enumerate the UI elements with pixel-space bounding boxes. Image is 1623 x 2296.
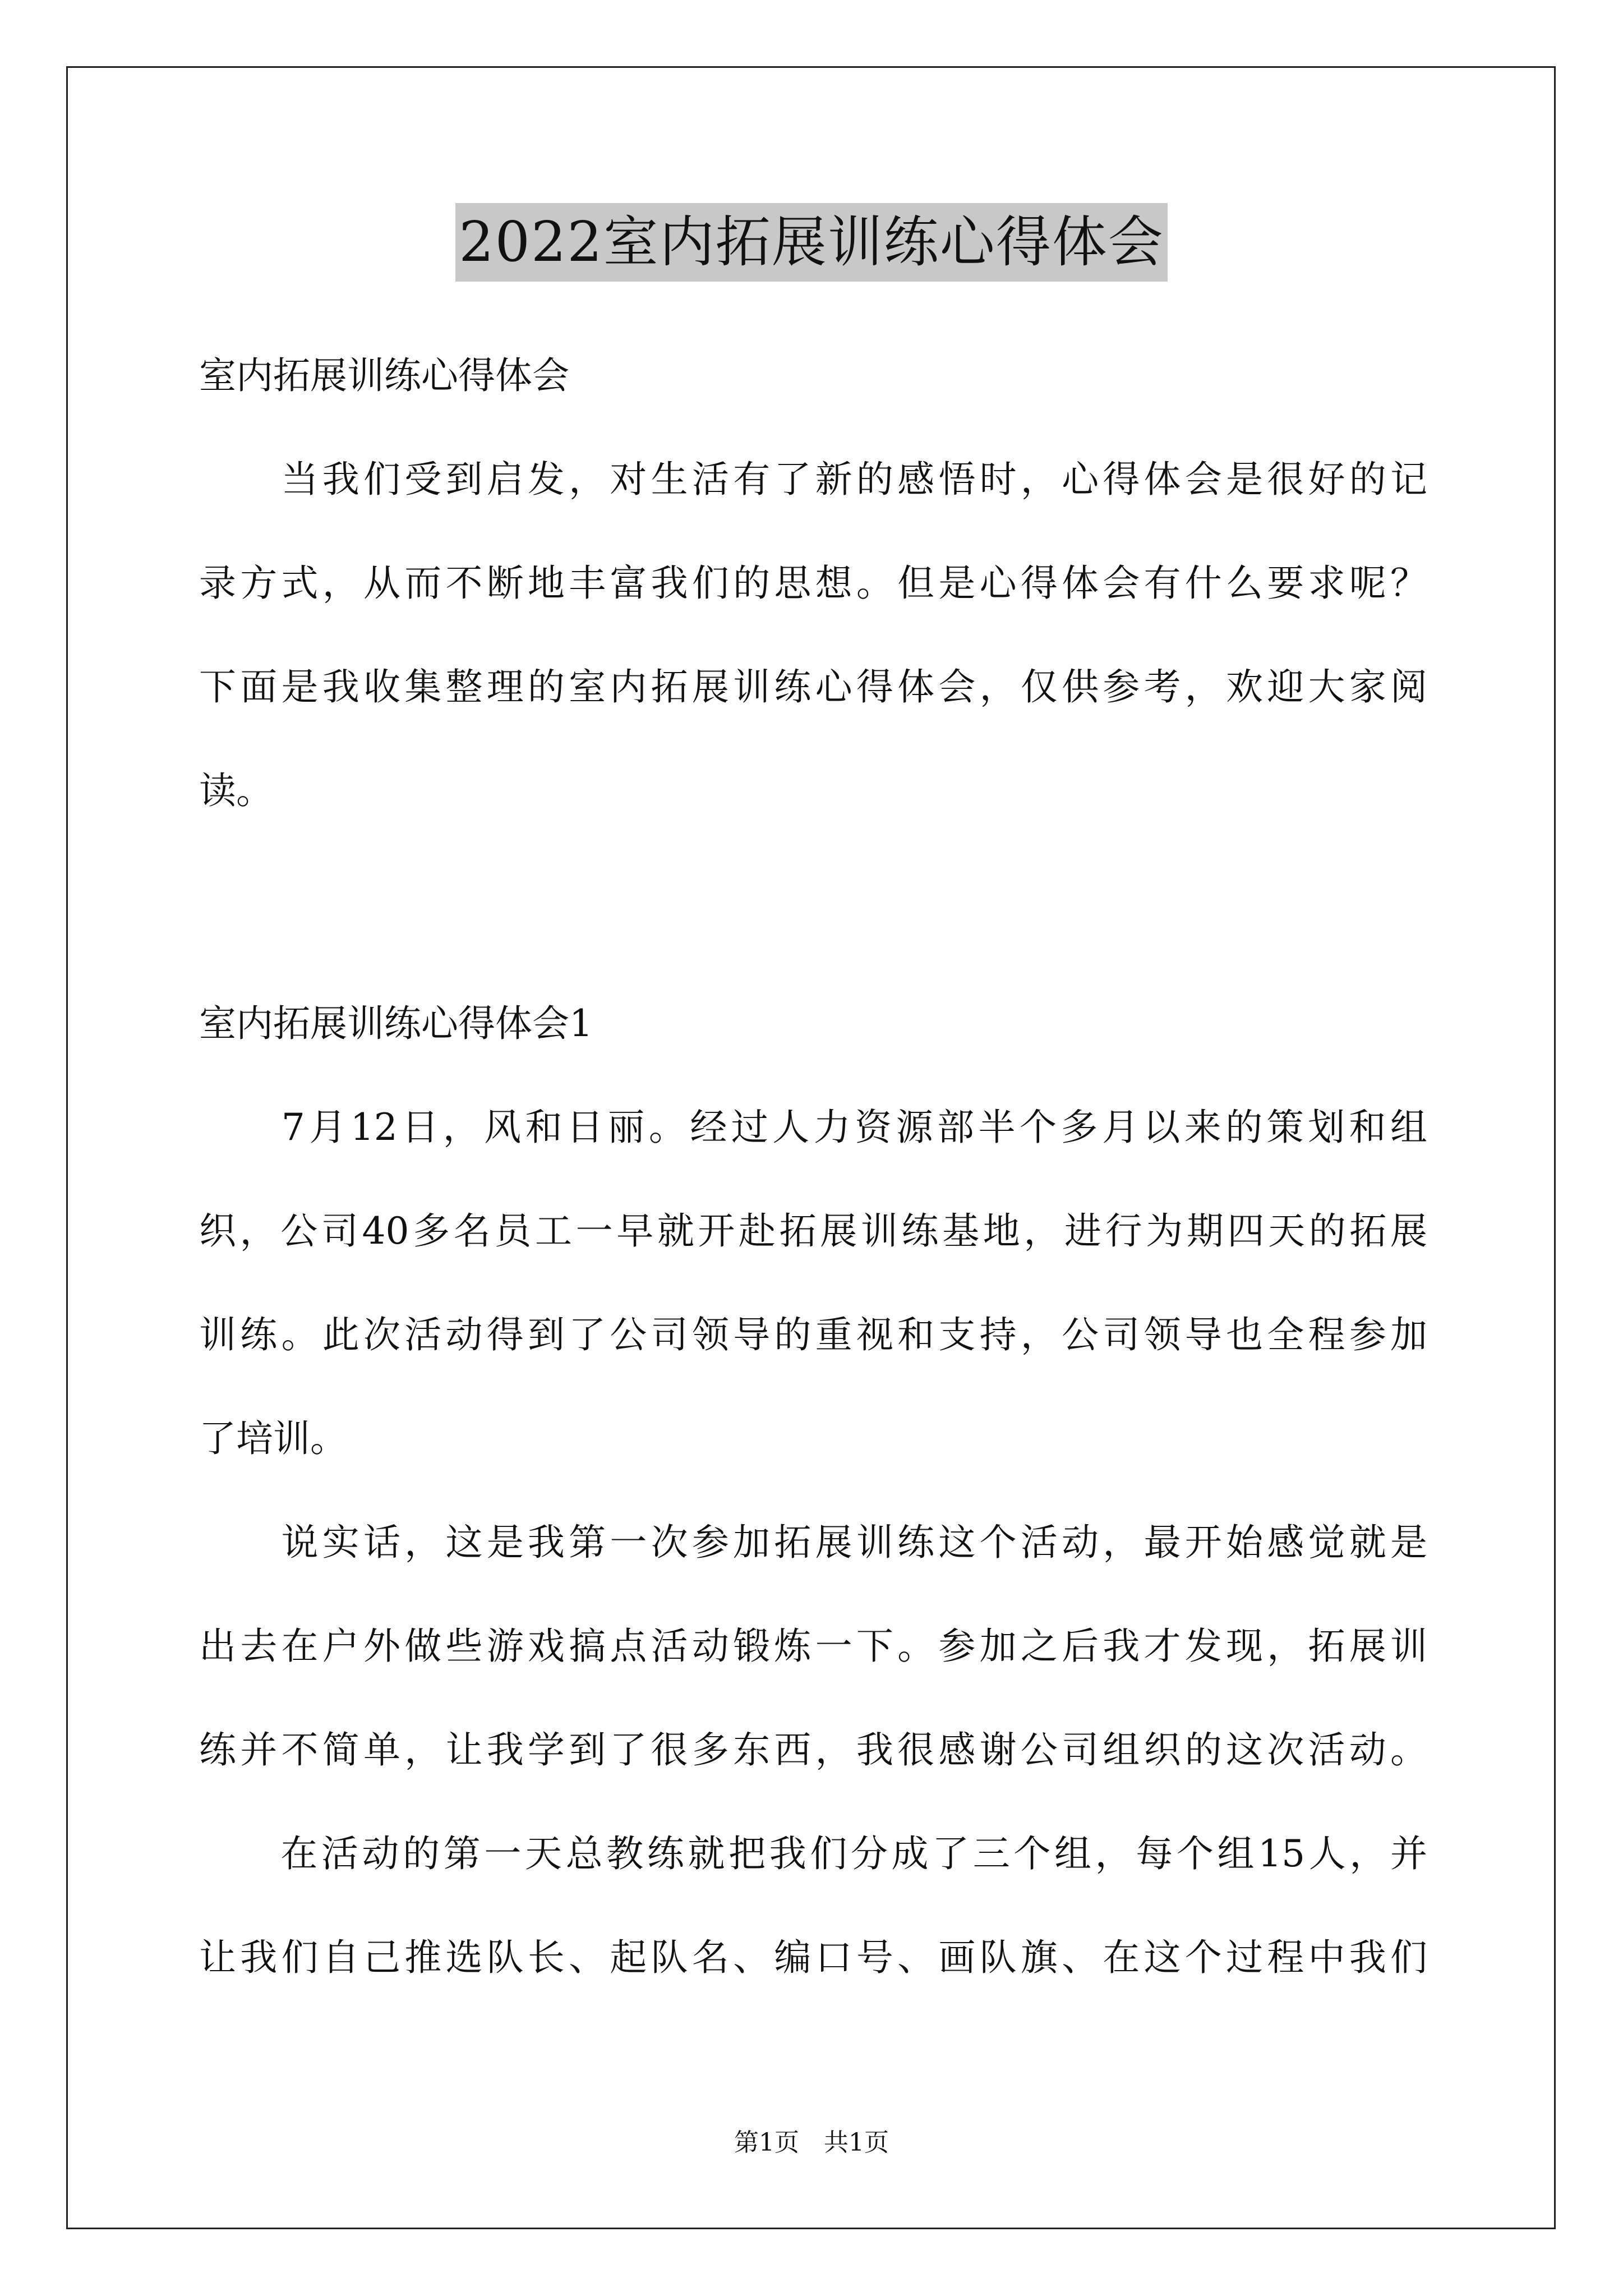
paragraph-line: 了培训。: [199, 1417, 347, 1460]
title-container: [0, 203, 1623, 282]
paragraph-line: 下面是我收集整理的室内拓展训练心得体会，仅供参考，欢迎大家阅: [199, 665, 1427, 708]
paragraph-line: 7月12日，风和日丽。经过人力资源部半个多月以来的策划和组: [199, 1106, 1427, 1149]
section-heading: 室内拓展训练心得体会: [199, 354, 569, 397]
paragraph-line: 说实话，这是我第一次参加拓展训练这个活动，最开始感觉就是: [199, 1521, 1427, 1564]
paragraph-line: 在活动的第一天总教练就把我们分成了三个组，每个组15人，并: [199, 1832, 1427, 1875]
paragraph-line: 织，公司40多名员工一早就开赴拓展训练基地，进行为期四天的拓展: [199, 1209, 1427, 1253]
paragraph-line: 让我们自己推选队长、起队名、编口号、画队旗、在这个过程中我们: [199, 1936, 1427, 1979]
paragraph-line: 练并不简单，让我学到了很多东西，我很感谢公司组织的这次活动。: [199, 1728, 1427, 1772]
paragraph-line: 读。: [199, 769, 273, 812]
section-heading: 室内拓展训练心得体会1: [199, 1002, 593, 1045]
paragraph-line: 训练。此次活动得到了公司领导的重视和支持，公司领导也全程参加: [199, 1313, 1427, 1356]
paragraph-line: 录方式，从而不断地丰富我们的思想。但是心得体会有什么要求呢？: [199, 562, 1427, 605]
paragraph-line: 出去在户外做些游戏搞点活动锻炼一下。参加之后我才发现，拓展训: [199, 1625, 1427, 1668]
paragraph-line: 当我们受到启发，对生活有了新的感悟时，心得体会是很好的记: [199, 458, 1427, 501]
document-title: 2022室内拓展训练心得体会: [455, 203, 1167, 282]
page-footer: 第1页 共1页: [734, 2128, 889, 2157]
